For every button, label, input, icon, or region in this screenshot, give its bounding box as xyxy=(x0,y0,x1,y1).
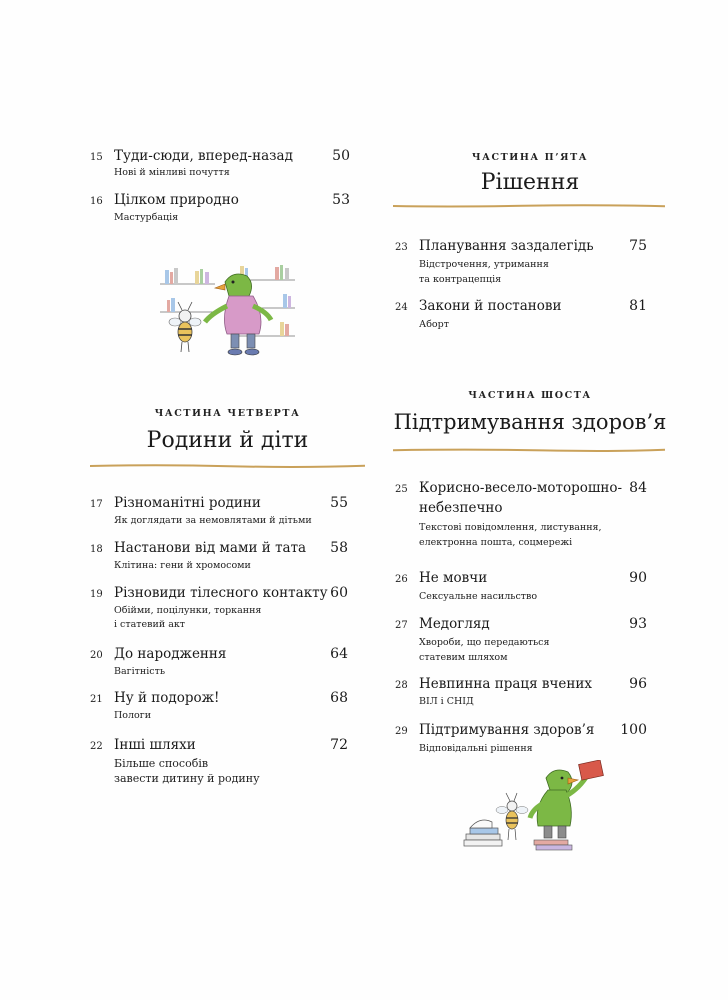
entry-title: До народження xyxy=(114,646,227,662)
entry-title: Настанови від мами й тата xyxy=(114,540,307,556)
entry-number: 27 xyxy=(395,620,408,631)
entry-page-number: 55 xyxy=(330,495,348,511)
entry-page-number: 75 xyxy=(629,238,647,254)
entry-page-number: 84 xyxy=(629,480,647,496)
entry-title: Невпинна праця вчених xyxy=(419,676,592,692)
entry-number: 25 xyxy=(395,484,408,495)
entry-title: Різноманітні родини xyxy=(114,495,261,511)
entry-subtitle: Вагітність xyxy=(114,666,166,677)
entry-number: 23 xyxy=(395,242,408,253)
entry-title: Закони й постанови xyxy=(419,298,562,314)
entry-number: 29 xyxy=(395,726,408,737)
entry-subtitle: Відповідальні рішення xyxy=(419,743,533,754)
entry-title-continuation: небезпечно xyxy=(419,500,503,516)
entry-title: Цілком природно xyxy=(114,192,239,208)
entry-subtitle: Більше способів xyxy=(114,757,209,770)
entry-number: 20 xyxy=(90,650,103,661)
toc-entry[interactable] xyxy=(90,192,350,228)
entry-title: Медогляд xyxy=(419,616,490,632)
part-label: ЧАСТИНА ШОСТА xyxy=(468,390,592,401)
entry-page-number: 58 xyxy=(330,540,348,556)
toc-entry[interactable] xyxy=(90,690,350,726)
entry-page-number: 64 xyxy=(330,646,348,662)
toc-entry[interactable] xyxy=(90,495,350,531)
entry-page-number: 68 xyxy=(330,690,348,706)
entry-subtitle: і статевий акт xyxy=(114,619,186,630)
toc-entry[interactable] xyxy=(395,722,655,758)
toc-entry[interactable] xyxy=(90,646,350,682)
entry-title: Не мовчи xyxy=(419,570,488,586)
toc-entry[interactable] xyxy=(90,540,350,576)
entry-number: 18 xyxy=(90,544,103,555)
entry-title: Ну й подорож! xyxy=(114,690,220,706)
illustration-bird-and-bee-reading xyxy=(462,760,612,855)
part-title: Підтримування здоров’я xyxy=(393,410,667,434)
entry-subtitle: Пологи xyxy=(114,710,152,721)
entry-number: 16 xyxy=(90,196,103,207)
entry-subtitle: Нові й мінливі почуття xyxy=(114,167,230,178)
entry-number: 19 xyxy=(90,589,103,600)
entry-title: Підтримування здоров’я xyxy=(419,722,595,738)
part-label: ЧАСТИНА П’ЯТА xyxy=(471,152,589,163)
entry-subtitle: Клітина: гени й хромосоми xyxy=(114,560,251,571)
entry-title: Різновиди тілесного контакту xyxy=(114,585,328,601)
decorative-rule xyxy=(393,204,665,207)
entry-number: 28 xyxy=(395,680,408,691)
toc-entry[interactable] xyxy=(90,737,350,789)
entry-subtitle: Текстові повідомлення, листування, xyxy=(419,522,602,533)
entry-subtitle: завести дитину й родину xyxy=(114,772,260,785)
entry-subtitle: ВІЛ і СНІД xyxy=(419,696,474,707)
toc-entry[interactable] xyxy=(90,148,350,184)
entry-page-number: 93 xyxy=(629,616,647,632)
toc-entry[interactable] xyxy=(395,238,655,290)
decorative-rule xyxy=(90,464,365,467)
entry-subtitle: Мастурбація xyxy=(114,212,179,223)
entry-number: 21 xyxy=(90,694,103,705)
entry-subtitle: Сексуальне насильство xyxy=(419,591,538,602)
entry-page-number: 53 xyxy=(332,192,350,208)
entry-number: 24 xyxy=(395,302,408,313)
part-title: Рішення xyxy=(480,170,580,195)
entry-subtitle: Обійми, поцілунки, торкання xyxy=(114,605,262,616)
entry-number: 15 xyxy=(90,152,103,163)
entry-title: Інші шляхи xyxy=(114,737,196,753)
entry-number: 26 xyxy=(395,574,408,585)
toc-entry[interactable] xyxy=(90,585,350,637)
entry-subtitle: Аборт xyxy=(419,319,449,330)
entry-subtitle: Відстрочення, утримання xyxy=(419,259,549,270)
entry-title: Корисно-весело-моторошно- xyxy=(419,480,623,496)
entry-title: Планування заздалегідь xyxy=(419,238,594,254)
illustration-bee-and-bird-library xyxy=(155,262,300,360)
entry-subtitle: Хвороби, що передаються xyxy=(419,637,550,648)
entry-page-number: 50 xyxy=(332,148,350,164)
entry-page-number: 90 xyxy=(629,570,647,586)
toc-entry[interactable] xyxy=(395,676,655,712)
entry-number: 22 xyxy=(90,741,103,752)
entry-page-number: 100 xyxy=(620,722,647,738)
toc-entry[interactable] xyxy=(395,570,655,606)
entry-subtitle: та контрацепція xyxy=(419,274,502,285)
toc-entry[interactable] xyxy=(395,616,655,668)
part-title: Родини й діти xyxy=(146,428,309,453)
entry-number: 17 xyxy=(90,499,103,510)
part-label: ЧАСТИНА ЧЕТВЕРТА xyxy=(154,408,301,419)
entry-page-number: 72 xyxy=(330,737,348,753)
toc-entry[interactable] xyxy=(395,480,655,550)
entry-page-number: 96 xyxy=(629,676,647,692)
entry-page-number: 81 xyxy=(629,298,647,314)
toc-entry[interactable] xyxy=(395,298,655,334)
entry-page-number: 60 xyxy=(330,585,348,601)
entry-subtitle: Як доглядати за немовлятами й дітьми xyxy=(114,515,312,526)
entry-subtitle: електронна пошта, соцмережі xyxy=(419,537,573,548)
entry-title: Туди-сюди, вперед-назад xyxy=(114,148,293,164)
decorative-rule xyxy=(393,448,665,451)
entry-subtitle: статевим шляхом xyxy=(419,652,508,663)
